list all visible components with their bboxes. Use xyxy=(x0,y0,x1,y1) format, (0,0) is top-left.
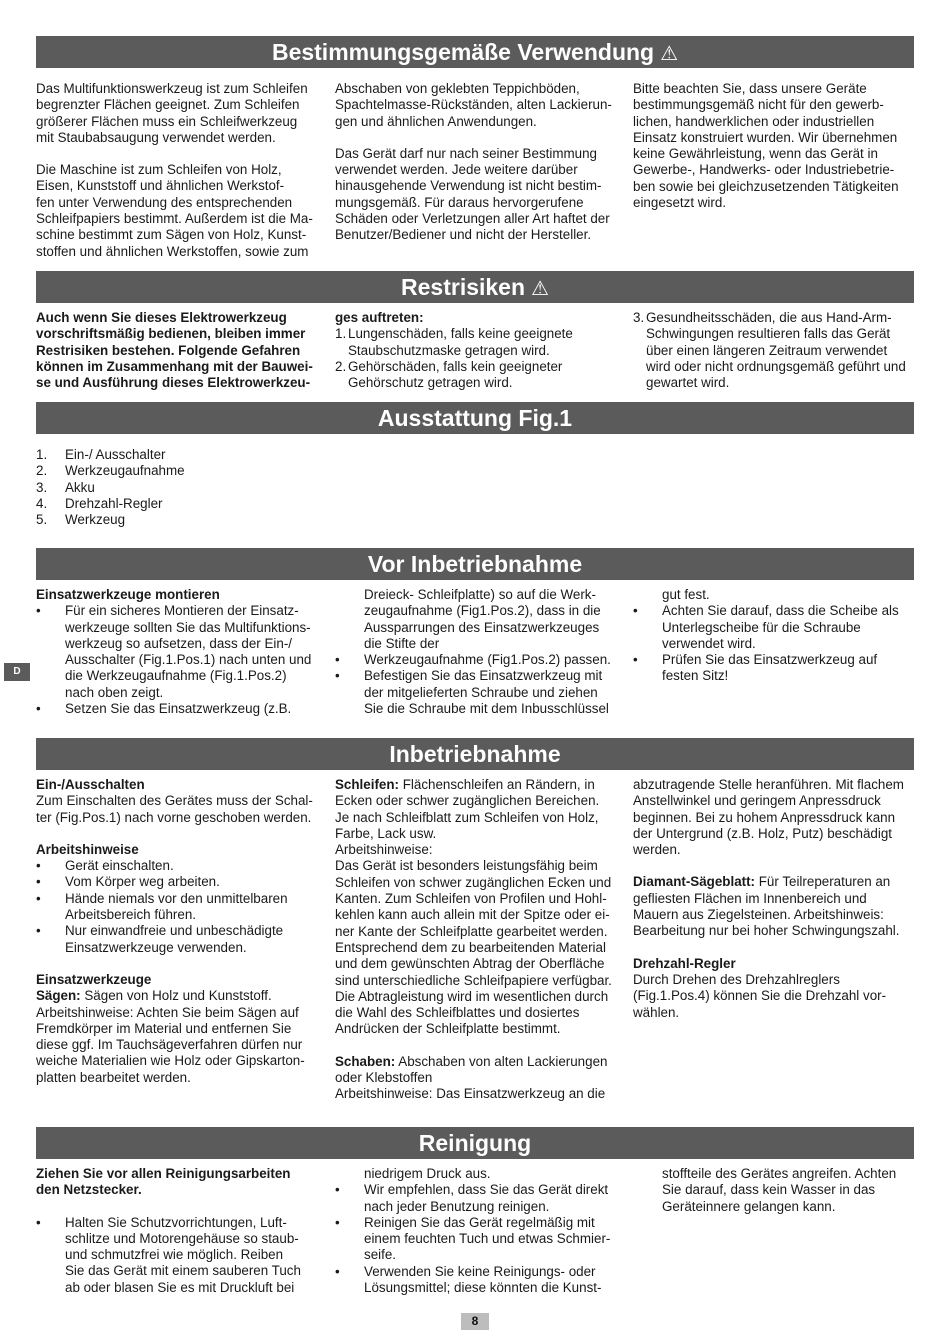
list-text: Gerät einschalten. xyxy=(65,858,174,874)
bullet: • xyxy=(36,890,41,906)
paragraph: Schaben: Abschaben von alten Lackierungen oder Klebstoffen Arbeitshinweise: Das Einsatzwerkzeug an die xyxy=(335,1053,608,1102)
list-number: 4. xyxy=(36,495,48,511)
bullet: • xyxy=(36,603,41,619)
list-number: 5. xyxy=(36,512,48,528)
list-item: • Setzen Sie das Einsatzwerkzeug (z.B. xyxy=(36,701,292,717)
section-header-ausstattung xyxy=(36,402,914,434)
paragraph: Diamant-Sägeblatt: Für Teilreperaturen an gefliesten Flächen im Innenbereich und Mauern aus Ziegelsteinen. Arbeitshinweis: Bearbeitung nur bei hoher Schwingungszahl. xyxy=(633,874,900,939)
subheading: Einsatzwerkzeuge montieren xyxy=(36,587,220,602)
list-item xyxy=(36,480,316,496)
reinigung-intro: Ziehen Sie vor allen Reinigungsarbeiten den Netzstecker. xyxy=(36,1166,291,1198)
list-item-cont: niedrigem Druck aus. xyxy=(364,1166,491,1181)
paragraph: Das Gerät ist besonders leistungsfähig beim Schleifen von schwer zugänglichen Ecken und Kanten. Zum Schleifen von Profilen und Hohl- kehlen kann auch allein mit der Spitze oder ei- ner Kante der Schleifplatte gearbeitet werden. Entsprechend dem zu bearbeitenden Material und dem gewünschten Abtrag der Oberfläche sind unterschiedliche Schleifpapiere verfügbar. Die Abtragleistung wird im wesentlichen durch die Wahl des Schleifblattes und dosiertes Andrücken der Schleifplatte bestimmt. xyxy=(335,858,612,1037)
column xyxy=(633,777,913,1021)
section-header-vor-inbetriebnahme xyxy=(36,548,914,580)
bullet: • xyxy=(335,1263,340,1279)
paragraph: Zum Einschalten des Gerätes muss der Schal- ter (Fig.Pos.1) nach vorne geschoben werden. xyxy=(36,793,313,825)
column xyxy=(36,1166,316,1296)
list-item: • Hände niemals vor den unmittelbaren Arbeitsbereich führen. xyxy=(36,890,288,923)
section-title: Reinigung xyxy=(418,1130,532,1156)
list-text: Prüfen Sie das Einsatzwerkzeug auf festen Sitz! xyxy=(662,652,878,684)
bullet: • xyxy=(36,923,41,939)
bullet: • xyxy=(36,1214,41,1230)
column xyxy=(633,1166,913,1215)
section-header-reinigung xyxy=(36,1127,914,1159)
list-text: Achten Sie darauf, dass die Scheibe als Unterlegscheibe für die Schraube verwendet wird. xyxy=(662,603,899,651)
list-item-cont: gut fest. xyxy=(662,587,710,602)
section-title: Restrisiken xyxy=(401,274,526,300)
term-label: Schleifen: xyxy=(335,777,399,792)
list-item xyxy=(36,463,316,479)
list-item xyxy=(36,496,316,512)
list-text: Werkzeug xyxy=(65,512,126,528)
list-item-cont: Dreieck- Schleifplatte) so auf die Werk- zeugaufnahme (Fig1.Pos.2), dass in die Aussparrungen des Einsatzwerkzeuges die Stifte der xyxy=(364,587,601,651)
bullet: • xyxy=(335,1214,340,1230)
list-text: Akku xyxy=(65,479,95,495)
bullet: • xyxy=(633,652,638,668)
list-item xyxy=(36,447,316,463)
paragraph: Bitte beachten Sie, dass unsere Geräte bestimmungsgemäß nicht für den gewerb- lichen, handwerklichen oder industriellen Einsatz konstruiert wurden. Wir übernehmen keine Gewährleistung, wenn das Gerät in Gewerbe-, Handwerks- oder Industriebetrie- ben sowie bei gleichzusetzenden Tätigkeiten eingesetzt wird. xyxy=(633,81,899,211)
column xyxy=(335,310,615,391)
list-item xyxy=(36,858,316,874)
subheading: Einsatzwerkzeuge xyxy=(36,971,152,987)
paragraph: Arbeitshinweise: xyxy=(335,842,433,858)
section-header-restrisiken xyxy=(36,271,914,303)
subheading: Arbeitshinweise xyxy=(36,841,139,857)
restrisiken-intro: Auch wenn Sie dieses Elektrowerkzeug vorschriftsmäßig bedienen, bleiben immer Restrisiken bestehen. Folgende Gefahren können im Zusammenhang mit der Bauwei- se und Ausführung dieses Elektrowerkzeu- xyxy=(36,310,313,391)
term-label: Sägen: xyxy=(36,988,81,1004)
list-item xyxy=(633,603,913,652)
paragraph: Sägen: Sägen von Holz und Kunststoff. Arbeitshinweise: Achten Sie beim Sägen auf Fremdkörper im Material und entfernen Sie diese ggf. Im Tauchsägeverfahren dürfen nur weiche Materialien wie Holz oder Gipskarton- platten bearbeitet werden. xyxy=(36,988,305,1085)
paragraph: abzutragende Stelle heranführen. Mit flachem Anstellwinkel und geringem Anpressdruck beginnen. Bei zu hohem Anpressdruck kann der Untergrund (z.B. Holz, Putz) beschädigt werden. xyxy=(633,777,904,858)
list-item: • Wir empfehlen, dass Sie das Gerät direkt nach jeder Benutzung reinigen. xyxy=(335,1182,609,1214)
list-item xyxy=(633,310,913,391)
bullet: • xyxy=(335,668,340,684)
section-header-inbetriebnahme xyxy=(36,738,914,770)
bullet: • xyxy=(36,874,41,890)
list-number: 2. xyxy=(36,463,48,479)
page-number: 8 xyxy=(461,1313,489,1330)
section-title: Ausstattung Fig.1 xyxy=(377,405,573,431)
paragraph: Das Multifunktionswerkzeug ist zum Schleifen begrenzter Flächen geeignet. Zum Schleifen größerer Flächen muss ein Schleifwerkzeug mit Staubabsaugung verwendet werden. xyxy=(36,81,308,145)
bullet: • xyxy=(36,858,41,874)
paragraph: Das Gerät darf nur nach seiner Bestimmung verwendet werden. Jede weitere darüber hinausgehende Verwendung ist nicht bestim- mungsgemäß. Für daraus hervorgerufene Schäden oder Verletzungen aller Art haftet der Benutzer/Bediener und nicht der Hersteller. xyxy=(335,145,610,243)
list-text: Gesundheitsschäden, die aus Hand-Arm-Schwingungen resultieren falls das Gerät über einen längeren Zeitraum verwendet wird oder nicht ordnungsgemäß geführt und gewartet wird. xyxy=(646,310,906,391)
list-number: 3. xyxy=(633,310,645,325)
bullet: • xyxy=(633,603,638,619)
list-number: 1. xyxy=(335,326,347,342)
list-text: Drehzahl-Regler xyxy=(65,495,163,511)
column xyxy=(335,587,615,717)
paragraph: Schleifen: Flächenschleifen an Rändern, in Ecken oder schwer zugänglichen Bereichen. Je nach Schleifblatt zum Schleifen von Holz, Farbe, Lack usw. xyxy=(335,777,600,841)
equipment-list xyxy=(36,447,316,528)
section-header-bestimmung xyxy=(36,36,914,68)
warning-icon: ⚠ xyxy=(531,278,549,300)
list-number: 3. xyxy=(36,479,48,495)
list-item: • Reinigen Sie das Gerät regelmäßig mit einem feuchten Tuch und etwas Schmier- seife. xyxy=(335,1214,611,1263)
list-item xyxy=(633,652,913,685)
list-item xyxy=(36,874,316,890)
list-text: Gehörschäden, falls kein geeigneter Gehörschutz getragen wird. xyxy=(348,358,563,391)
column xyxy=(36,777,316,1086)
list-item xyxy=(335,326,615,359)
list-text: Vom Körper weg arbeiten. xyxy=(65,874,220,890)
list-item: • Werkzeugaufnahme (Fig1.Pos.2) passen. xyxy=(335,652,611,668)
warning-icon: ⚠ xyxy=(660,43,679,65)
column xyxy=(36,587,316,717)
list-text: Lungenschäden, falls keine geeignete Staubschutzmaske getragen wird. xyxy=(348,326,573,358)
bullet: • xyxy=(335,1182,340,1198)
list-item: • Verwenden Sie keine Reinigungs- oder Lösungsmittel; diese könnten die Kunst- xyxy=(335,1263,602,1296)
term-label: Schaben: xyxy=(335,1053,396,1069)
column xyxy=(633,310,913,391)
list-text: Werkzeugaufnahme xyxy=(65,463,185,479)
list-item-cont: stoffteile des Gerätes angreifen. Achten Sie darauf, dass kein Wasser in das Geräteinnere gelangen kann. xyxy=(662,1166,897,1214)
paragraph: Abschaben von geklebten Teppichböden, Spachtelmasse-Rückständen, alten Lackierun- gen und ähnlichen Anwendungen. xyxy=(335,81,612,129)
list-item: • Halten Sie Schutzvorrichtungen, Luft- schlitze und Motorengehäuse so staub- und schmutzfrei wie möglich. Reiben Sie das Gerät mit einem sauberen Tuch ab oder blasen Sie es mit Druckluft bei xyxy=(36,1214,301,1295)
column xyxy=(335,1166,615,1296)
subheading: Drehzahl-Regler xyxy=(633,955,736,971)
list-number: 1. xyxy=(36,447,48,462)
column xyxy=(36,81,316,260)
subheading: Ein-/Ausschalten xyxy=(36,777,145,792)
column xyxy=(633,81,913,211)
list-item xyxy=(36,512,316,528)
section-title: Inbetriebnahme xyxy=(389,741,561,767)
bullet: • xyxy=(335,652,340,668)
list-item: • Befestigen Sie das Einsatzwerkzeug mit der mitgelieferten Schraube und ziehen Sie die Schraube mit dem Inbusschlüssel xyxy=(335,668,609,717)
bullet: • xyxy=(36,701,41,717)
column xyxy=(335,81,615,244)
paragraph: Die Maschine ist zum Schleifen von Holz, Eisen, Kunststoff und ähnlichen Werkstof- fen unter Verwendung des entsprechenden Schleifpapiers bestimmt. Außerdem ist die Ma- schine bestimmt zum Sägen von Holz, Kunst- stoffen und ähnlichen Werkstoffen, sowie zum xyxy=(36,162,313,259)
section-title: Vor Inbetriebnahme xyxy=(367,551,583,577)
column xyxy=(36,310,316,391)
list-item: • Nur einwandfreie und unbeschädigte Einsatzwerkzeuge verwenden. xyxy=(36,923,284,955)
restrisiken-intro-cont: ges auftreten: xyxy=(335,310,424,325)
column xyxy=(633,587,913,685)
list-item: • Für ein sicheres Montieren der Einsatz- werkzeuge sollten Sie das Multifunktions- werkzeug so aufsetzen, dass der Ein-/ Ausschalter (Fig.1.Pos.1) nach unten und die Werkzeugaufnahme (Fig.1.Pos.2) nach oben zeigt. xyxy=(36,603,312,700)
column xyxy=(335,777,615,1103)
language-tab: D xyxy=(4,663,30,681)
term-label: Diamant-Sägeblatt: xyxy=(633,874,756,890)
list-text: Ein-/ Ausschalter xyxy=(65,447,166,462)
section-title: Bestimmungsgemäße Verwendung xyxy=(271,39,655,65)
list-item xyxy=(335,359,615,392)
paragraph: Durch Drehen des Drehzahlreglers (Fig.1.Pos.4) können Sie die Drehzahl vor- wählen. xyxy=(633,971,887,1020)
list-number: 2. xyxy=(335,358,347,374)
